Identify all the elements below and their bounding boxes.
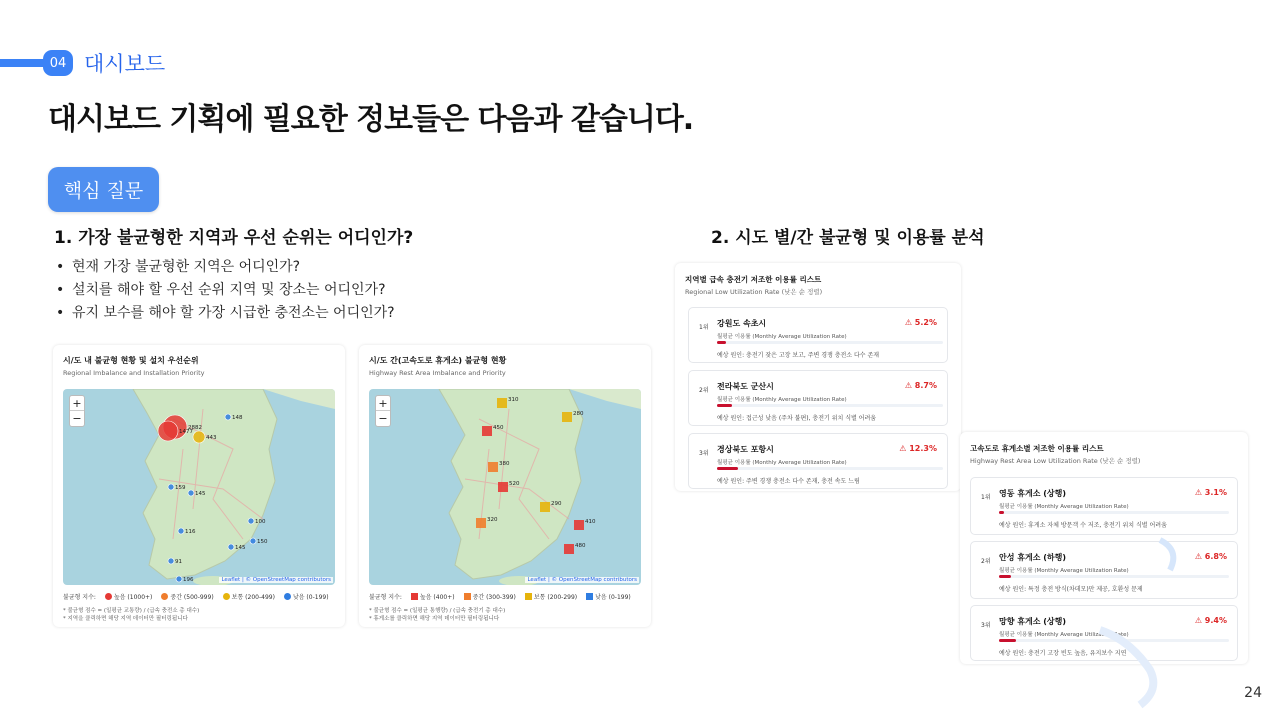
list-item[interactable] (688, 370, 948, 426)
rest-area-marker[interactable] (497, 397, 519, 408)
legend-item (105, 592, 152, 601)
region-marker-circle (176, 576, 182, 582)
zoom-in-button[interactable]: + (70, 396, 84, 411)
rest-area-marker-label: 320 (487, 517, 498, 523)
region-marker-circle (193, 431, 205, 443)
bullet-dot: • (56, 282, 65, 298)
rest-area-marker-square (498, 482, 508, 492)
region-marker-circle (158, 421, 178, 441)
region-marker[interactable] (168, 484, 186, 491)
legend-text: 높음 (1000+) (113, 594, 153, 601)
zoom-out-button[interactable]: − (72, 412, 82, 425)
metric-label: 월평균 이용률 (Monthly Average Utilization Rate) (999, 568, 1129, 574)
item-name: 망향 휴게소 (상행) (999, 617, 1066, 626)
metric-label: 월평균 이용률 (Monthly Average Utilization Rate) (717, 334, 847, 340)
reason-text: 예상 원인: 충전기 잦은 고장 보고, 주변 경쟁 충전소 다수 존재 (717, 352, 880, 359)
map-notes (63, 607, 199, 623)
warning-percent: ⚠ 8.7% (904, 381, 937, 390)
bullet-dot: • (56, 259, 65, 275)
reason-text: 예상 원인: 특정 충전 방식(차데모)만 제공, 호환성 문제 (999, 586, 1143, 593)
rest-area-marker[interactable] (574, 519, 596, 530)
section-title: 대시보드 (84, 52, 166, 76)
rest-area-marker-square (540, 502, 550, 512)
rest-area-marker[interactable] (482, 425, 504, 436)
legend-item (525, 592, 577, 601)
region-marker-circle (248, 518, 254, 524)
region-marker[interactable] (178, 528, 196, 535)
region-marker-label: 100 (255, 519, 266, 525)
rest-area-marker-square (574, 520, 584, 530)
reason-text: 예상 원인: 접근성 낮음 (주차 불편), 충전기 위치 식별 어려움 (717, 415, 877, 422)
map-legend (369, 592, 631, 601)
section-number-badge: 04 (43, 50, 73, 76)
zoom-out-button[interactable]: − (378, 412, 388, 425)
rank-label: 1위 (981, 494, 991, 501)
utilization-fill (717, 467, 738, 470)
legend-swatch (525, 593, 532, 600)
region-marker-circle (188, 490, 194, 496)
item-name: 경상북도 포항시 (717, 445, 774, 454)
utilization-bar (717, 404, 943, 407)
legend-item (411, 592, 455, 601)
decorative-watermark (1060, 520, 1180, 710)
utilization-fill (999, 639, 1016, 642)
region-marker[interactable] (176, 576, 194, 583)
reason-text: 예상 원인: 휴게소 자체 방문객 수 저조, 충전기 위치 식별 어려움 (999, 522, 1167, 529)
legend-item (223, 592, 275, 601)
rest-area-marker-label: 310 (508, 397, 519, 403)
rest-area-marker-label: 410 (585, 519, 596, 525)
warning-percent: ⚠ 5.2% (904, 318, 937, 327)
list-card-subtitle: Regional Low Utilization Rate (낮은 순 정렬) (685, 288, 823, 296)
legend-label: 불균형 지수: (63, 594, 96, 601)
region-marker-circle (250, 538, 256, 544)
map-card-title: 시/도 내 불균형 현황 및 설치 우선순위 (63, 356, 199, 365)
utilization-fill (999, 575, 1011, 578)
rest-area-marker-label: 480 (575, 543, 586, 549)
warning-percent: ⚠ 6.8% (1194, 552, 1227, 561)
rest-area-marker[interactable] (564, 543, 586, 554)
map-attribution[interactable]: Leaflet | © OpenStreetMap contributors (527, 577, 637, 583)
legend-swatch (223, 593, 230, 600)
region-marker[interactable] (250, 538, 268, 545)
note-line: * 불균형 점수 = (일평균 통행량) / (급속 충전기 총 대수) (369, 608, 506, 614)
list-card-subtitle: Highway Rest Area Low Utilization Rate (낮은 순 정렬) (970, 457, 1141, 465)
legend-swatch (411, 593, 418, 600)
legend-item (586, 592, 631, 601)
region-marker-label: 1477 (179, 429, 193, 435)
note-line: * 지역을 클릭하면 해당 지역 데이터만 필터링됩니다 (63, 616, 188, 622)
list-item[interactable] (688, 307, 948, 363)
region-marker-label: 150 (257, 539, 268, 545)
legend-item (284, 592, 329, 601)
bullet-item (56, 279, 395, 302)
utilization-bar (999, 511, 1229, 514)
region-marker-label: 159 (175, 485, 186, 491)
question-1-title: 1. 가장 불균형한 지역과 우선 순위는 어디인가? (54, 228, 414, 248)
rest-area-marker-square (562, 412, 572, 422)
map-attribution[interactable]: Leaflet | © OpenStreetMap contributors (221, 577, 331, 583)
rest-area-marker-label: 450 (493, 425, 504, 431)
reason-text: 예상 원인: 주변 경쟁 충전소 다수 존재, 충전 속도 느림 (717, 478, 860, 485)
warning-percent: ⚠ 3.1% (1194, 488, 1227, 497)
bullet-item (56, 302, 395, 325)
rank-label: 3위 (699, 450, 709, 457)
item-name: 영동 휴게소 (상행) (999, 489, 1066, 498)
region-marker-label: 443 (206, 435, 217, 441)
rest-area-marker-label: 280 (573, 411, 584, 417)
question-2-title: 2. 시도 별/간 불균형 및 이용률 분석 (711, 228, 985, 248)
map-card-subtitle: Regional Imbalance and Installation Priority (63, 369, 205, 377)
region-marker[interactable] (248, 518, 266, 525)
legend-swatch (105, 593, 112, 600)
legend-text: 낮음 (0-199) (292, 594, 329, 601)
region-marker-label: 148 (232, 415, 243, 421)
region-marker[interactable] (193, 431, 217, 443)
rest-area-marker-square (497, 398, 507, 408)
region-marker-label: 116 (185, 529, 196, 535)
bullet-text: 현재 가장 불균형한 지역은 어디인가? (72, 259, 301, 275)
highway-map[interactable] (369, 389, 641, 585)
map-card-subtitle: Highway Rest Area Imbalance and Priority (369, 369, 506, 377)
regional-imbalance-card (53, 345, 345, 627)
warning-percent: ⚠ 12.3% (899, 444, 937, 453)
region-marker-circle (168, 484, 174, 490)
utilization-bar (717, 467, 943, 470)
region-marker-circle (225, 414, 231, 420)
rank-label: 1위 (699, 324, 709, 331)
regional-markers[interactable] (63, 389, 335, 585)
zoom-in-button[interactable]: + (376, 396, 390, 411)
rest-area-marker[interactable] (498, 481, 520, 492)
map-card-title: 시/도 간(고속도로 휴게소) 불균형 현황 (369, 356, 507, 365)
rest-area-marker[interactable] (562, 411, 584, 422)
list-card-title: 고속도로 휴게소별 저조한 이용률 리스트 (970, 444, 1104, 453)
rest-area-marker-square (482, 426, 492, 436)
bullet-text: 유지 보수를 해야 할 가장 시급한 충전소는 어디인가? (72, 305, 395, 321)
metric-label: 월평균 이용률 (Monthly Average Utilization Rate) (999, 632, 1129, 638)
map-notes (369, 607, 505, 623)
legend-swatch (464, 593, 471, 600)
region-marker-circle (168, 558, 174, 564)
page-title: 대시보드 기획에 필요한 정보들은 다음과 같습니다. (48, 102, 694, 137)
question-1-bullets (56, 256, 395, 325)
utilization-fill (717, 404, 732, 407)
highway-imbalance-card (359, 345, 651, 627)
utilization-fill (999, 511, 1004, 514)
reason-text: 예상 원인: 충전기 고장 빈도 높음, 유지보수 지연 (999, 650, 1127, 657)
rank-label: 2위 (981, 558, 991, 565)
region-marker-label: 145 (235, 545, 246, 551)
legend-text: 보통 (200-299) (533, 594, 578, 601)
legend-item (161, 592, 213, 601)
legend-text: 보통 (200-499) (231, 594, 275, 601)
page-number: 24 (1244, 685, 1262, 701)
legend-text: 높음 (400+) (419, 594, 455, 601)
rank-label: 2위 (699, 387, 709, 394)
rank-label: 3위 (981, 622, 991, 629)
rest-area-marker[interactable] (540, 501, 562, 512)
metric-label: 월평균 이용률 (Monthly Average Utilization Rate) (999, 504, 1129, 510)
note-line: * 불균형 점수 = (일평균 교통량) / (급속 충전소 총 대수) (63, 608, 200, 614)
region-marker-label: 91 (175, 559, 182, 565)
rest-area-marker-label: 520 (509, 481, 520, 487)
region-marker-label: 145 (195, 491, 206, 497)
list-item[interactable] (688, 433, 948, 489)
legend-text: 중간 (500-999) (170, 594, 214, 601)
rest-area-marker-label: 290 (551, 501, 562, 507)
bullet-text: 설치를 해야 할 우선 순위 지역 및 장소는 어디인가? (72, 282, 386, 298)
region-marker[interactable] (225, 414, 243, 421)
legend-item (464, 592, 516, 601)
region-marker-circle (178, 528, 184, 534)
rest-area-marker-square (564, 544, 574, 554)
regional-low-utilization-card (675, 263, 961, 491)
rest-area-marker[interactable] (476, 517, 498, 528)
note-line: * 휴게소를 클릭하면 해당 지역 데이터만 필터링됩니다 (369, 616, 500, 622)
metric-label: 월평균 이용률 (Monthly Average Utilization Rate) (717, 397, 847, 403)
rest-area-marker[interactable] (488, 461, 510, 472)
bullet-item (56, 256, 395, 279)
rest-area-markers[interactable] (369, 389, 641, 585)
region-marker-label: 2882 (188, 425, 202, 431)
item-name: 전라북도 군산시 (717, 382, 774, 391)
utilization-fill (717, 341, 726, 344)
item-name: 안성 휴게소 (하행) (999, 553, 1066, 562)
list-card-title: 지역별 급속 충전기 저조한 이용률 리스트 (685, 275, 822, 284)
rest-area-marker-label: 380 (499, 461, 510, 467)
bullet-dot: • (56, 305, 65, 321)
region-marker[interactable] (168, 558, 182, 565)
regional-map[interactable] (63, 389, 335, 585)
region-marker[interactable] (188, 490, 206, 497)
item-name: 강원도 속초시 (717, 319, 767, 328)
warning-percent: ⚠ 9.4% (1194, 616, 1227, 625)
legend-swatch (161, 593, 168, 600)
legend-text: 낮음 (0-199) (595, 594, 631, 601)
region-marker[interactable] (228, 544, 246, 551)
metric-label: 월평균 이용률 (Monthly Average Utilization Rate) (717, 460, 847, 466)
legend-swatch (284, 593, 291, 600)
legend-text: 중간 (300-399) (472, 594, 516, 601)
legend-label: 불균형 지수: (369, 594, 402, 601)
map-legend (63, 592, 329, 601)
rest-area-marker-square (476, 518, 486, 528)
utilization-bar (717, 341, 943, 344)
key-question-pill: 핵심 질문 (48, 167, 159, 212)
legend-swatch (586, 593, 593, 600)
region-marker-circle (228, 544, 234, 550)
rest-area-marker-square (488, 462, 498, 472)
region-marker-label: 196 (183, 577, 194, 583)
